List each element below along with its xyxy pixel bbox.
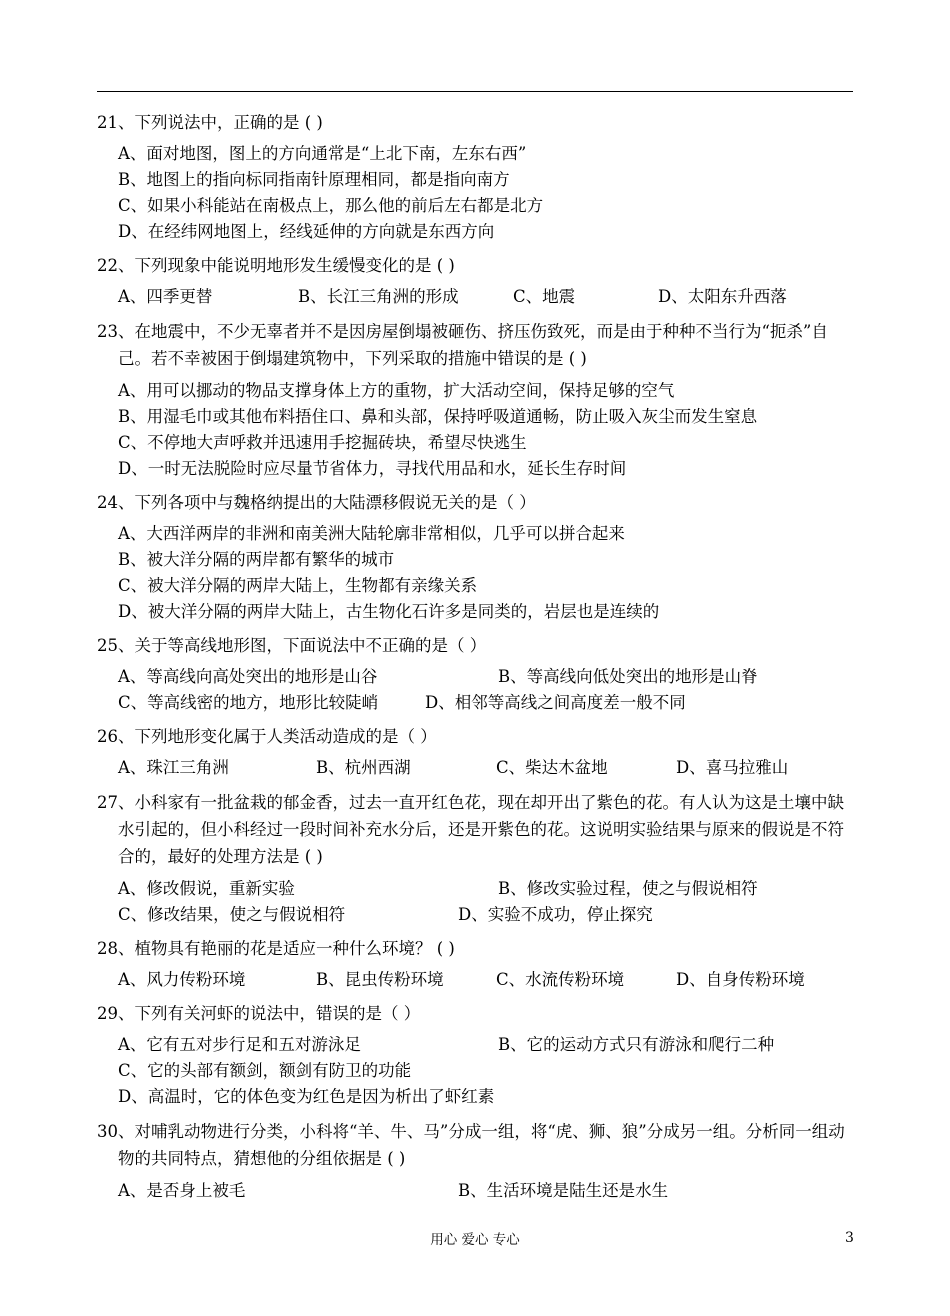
question-24	[97, 490, 857, 625]
question-26	[97, 724, 857, 781]
question-stem: 28、植物具有艳丽的花是适应一种什么环境？ ( )	[97, 939, 455, 958]
option-a: A、用可以挪动的物品支撑身体上方的重物，扩大活动空间，保持足够的空气	[118, 381, 675, 400]
question-list	[97, 110, 857, 1212]
option-c: C、它的头部有额剑，额剑有防卫的功能	[118, 1061, 412, 1080]
option-a: A、等高线向高处突出的地形是山谷	[118, 667, 378, 686]
option-c: C、柴达木盆地	[496, 758, 608, 777]
question-21	[97, 110, 857, 245]
option-b: B、杭州西湖	[316, 758, 411, 777]
question-stem: 27、小科家有一批盆栽的郁金香，过去一直开红色花，现在却开出了紫色的花。有人认为这是土壤中缺水引起的，但小科经过一段时间补充水分后，还是开紫色的花。这说明实验结果与原来的假说是不符合的，最好的处理方法是 ( )	[97, 793, 844, 866]
option-c: C、地震	[513, 287, 576, 306]
option-a: A、修改假说，重新实验	[118, 879, 295, 898]
page-number: 3	[845, 1230, 854, 1246]
option-b: B、用湿毛巾或其他布料捂住口、鼻和头部，保持呼吸道通畅，防止吸入灰尘而发生窒息	[118, 407, 758, 426]
option-d: D、自身传粉环境	[676, 970, 805, 989]
option-c: C、如果小科能站在南极点上，那么他的前后左右都是北方	[118, 196, 544, 215]
question-stem: 30、对哺乳动物进行分类，小科将“羊、牛、马”分成一组，将“虎、狮、狼”分成另一组。分析同一组动物的共同特点，猜想他的分组依据是 ( )	[97, 1122, 845, 1168]
option-d: D、高温时，它的体色变为红色是因为析出了虾红素	[118, 1087, 495, 1106]
question-stem: 29、下列有关河虾的说法中，错误的是（ ）	[97, 1004, 421, 1023]
option-c: C、水流传粉环境	[496, 970, 625, 989]
question-25	[97, 633, 857, 716]
option-d: D、实验不成功，停止探究	[458, 905, 653, 924]
option-d: D、一时无法脱险时应尽量节省体力，寻找代用品和水，延长生存时间	[118, 459, 627, 478]
option-b: B、修改实验过程，使之与假说相符	[498, 879, 758, 898]
question-stem: 24、下列各项中与魏格纳提出的大陆漂移假说无关的是（ ）	[97, 493, 536, 512]
question-29	[97, 1001, 857, 1110]
option-a: A、四季更替	[118, 287, 213, 306]
option-d: D、喜马拉雅山	[676, 758, 789, 777]
option-b: B、昆虫传粉环境	[316, 970, 444, 989]
question-27	[97, 789, 857, 928]
question-stem: 23、在地震中，不少无辜者并不是因房屋倒塌被砸伤、挤压伤致死，而是由于种种不当行为“扼杀”自己。若不幸被困于倒塌建筑物中，下列采取的措施中错误的是 ( )	[97, 322, 828, 368]
option-d: D、在经纬网地图上，经线延伸的方向就是东西方向	[118, 222, 495, 241]
option-c: C、不停地大声呼救并迅速用手挖掘砖块，希望尽快逃生	[118, 433, 527, 452]
option-c: C、等高线密的地方，地形比较陡峭	[118, 693, 379, 712]
option-b: B、被大洋分隔的两岸都有繁华的城市	[118, 550, 395, 569]
question-22	[97, 253, 857, 310]
option-d: D、太阳东升西落	[658, 287, 787, 306]
question-28	[97, 936, 857, 993]
option-a: A、它有五对步行足和五对游泳足	[118, 1035, 361, 1054]
header-rule	[97, 91, 853, 92]
option-a: A、面对地图，图上的方向通常是“上北下南，左东右西”	[118, 144, 527, 163]
question-23	[97, 318, 857, 482]
option-a: A、珠江三角洲	[118, 758, 229, 777]
option-a: A、风力传粉环境	[118, 970, 246, 989]
option-b: B、地图上的指向标同指南针原理相同，都是指向南方	[118, 170, 510, 189]
option-a: A、是否身上被毛	[118, 1181, 246, 1200]
question-stem: 21、下列说法中，正确的是 ( )	[97, 113, 323, 132]
option-c: C、修改结果，使之与假说相符	[118, 905, 346, 924]
question-stem: 22、下列现象中能说明地形发生缓慢变化的是 ( )	[97, 256, 455, 275]
option-a: A、大西洋两岸的非洲和南美洲大陆轮廓非常相似，几乎可以拼合起来	[118, 524, 625, 543]
option-b: B、等高线向低处突出的地形是山脊	[498, 667, 758, 686]
question-stem: 25、关于等高线地形图，下面说法中不正确的是（ ）	[97, 636, 487, 655]
option-d: D、相邻等高线之间高度差一般不同	[425, 693, 686, 712]
option-b: B、长江三角洲的形成	[298, 287, 459, 306]
question-stem: 26、下列地形变化属于人类活动造成的是（ ）	[97, 727, 437, 746]
option-b: B、它的运动方式只有游泳和爬行二种	[498, 1035, 775, 1054]
option-b: B、生活环境是陆生还是水生	[458, 1181, 669, 1200]
option-d: D、被大洋分隔的两岸大陆上，古生物化石许多是同类的，岩层也是连续的	[118, 602, 660, 621]
question-30	[97, 1118, 857, 1204]
page-footer: 用心 爱心 专心	[430, 1232, 520, 1248]
option-c: C、被大洋分隔的两岸大陆上，生物都有亲缘关系	[118, 576, 478, 595]
